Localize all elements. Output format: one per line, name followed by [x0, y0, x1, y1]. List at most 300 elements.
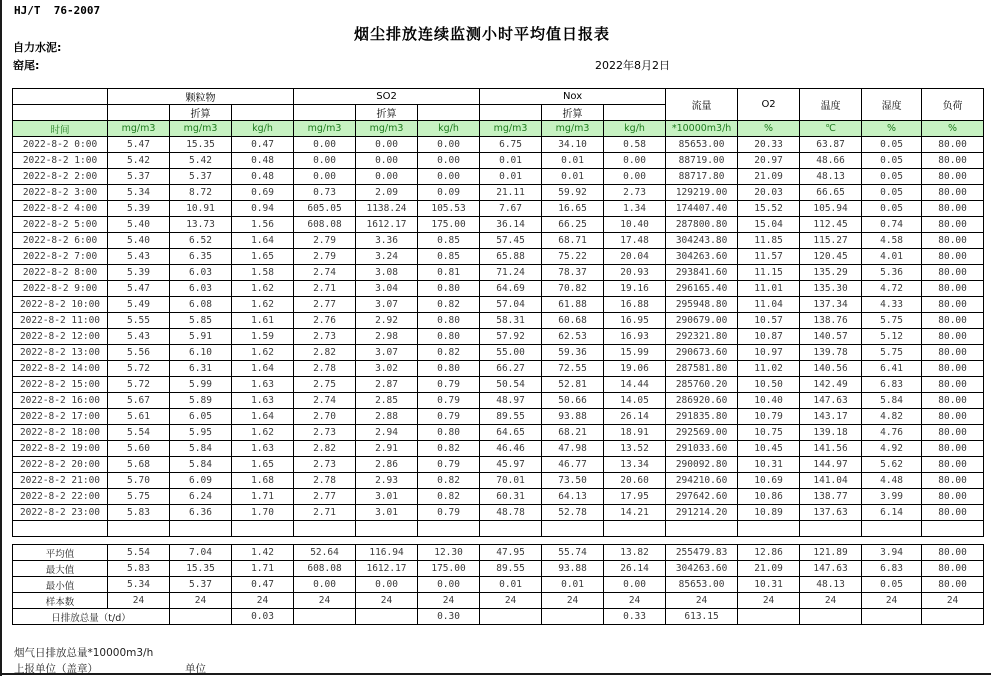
value-cell: 48.97 — [480, 393, 542, 409]
spacer-row — [13, 521, 984, 537]
header-blank — [480, 105, 542, 121]
row-time-cell: 2022-8-2 11:00 — [13, 313, 108, 329]
value-cell: 10.31 — [738, 457, 800, 473]
value-cell: 5.42 — [108, 153, 170, 169]
value-cell: 4.72 — [862, 281, 922, 297]
value-cell: 60.68 — [542, 313, 604, 329]
table-row — [13, 313, 984, 329]
summary-value-cell: 6.83 — [862, 561, 922, 577]
value-cell: 3.99 — [862, 489, 922, 505]
value-cell: 287800.80 — [666, 217, 738, 233]
value-cell: 1.62 — [232, 281, 294, 297]
value-cell: 5.36 — [862, 265, 922, 281]
value-cell: 2.77 — [294, 489, 356, 505]
value-cell: 93.88 — [542, 409, 604, 425]
value-cell: 6.08 — [170, 297, 232, 313]
value-cell: 10.79 — [738, 409, 800, 425]
summary-value-cell: 0.00 — [356, 577, 418, 593]
table-row — [13, 297, 984, 313]
value-cell: 80.00 — [922, 185, 984, 201]
summary-value-cell: 55.74 — [542, 545, 604, 561]
unit-cell: % — [862, 121, 922, 137]
report-title: 烟尘排放连续监测小时平均值日报表 — [353, 25, 610, 43]
value-cell: 5.84 — [862, 393, 922, 409]
value-cell: 2.88 — [356, 409, 418, 425]
value-cell: 0.00 — [294, 137, 356, 153]
value-cell: 290673.60 — [666, 345, 738, 361]
summary-label-cell: 最大值 — [13, 561, 108, 577]
value-cell: 1.56 — [232, 217, 294, 233]
value-cell: 2.73 — [294, 457, 356, 473]
value-cell: 1.64 — [232, 233, 294, 249]
row-time-cell: 2022-8-2 23:00 — [13, 505, 108, 521]
value-cell: 70.82 — [542, 281, 604, 297]
value-cell: 2.85 — [356, 393, 418, 409]
value-cell: 15.52 — [738, 201, 800, 217]
value-cell: 1612.17 — [356, 217, 418, 233]
value-cell: 6.03 — [170, 265, 232, 281]
value-cell: 5.42 — [170, 153, 232, 169]
value-cell: 1.68 — [232, 473, 294, 489]
value-cell: 143.17 — [800, 409, 862, 425]
value-cell: 80.00 — [922, 137, 984, 153]
unit-cell: mg/m3 — [542, 121, 604, 137]
value-cell: 5.95 — [170, 425, 232, 441]
value-cell: 85653.00 — [666, 137, 738, 153]
value-cell: 304243.80 — [666, 233, 738, 249]
value-cell: 1.58 — [232, 265, 294, 281]
value-cell: 11.15 — [738, 265, 800, 281]
row-time-cell: 2022-8-2 22:00 — [13, 489, 108, 505]
summary-row — [13, 577, 984, 593]
summary-label-cell: 样本数 — [13, 593, 108, 609]
header-humidity: 湿度 — [862, 89, 922, 121]
value-cell: 129219.00 — [666, 185, 738, 201]
summary-value-cell: 24 — [418, 593, 480, 609]
value-cell: 10.97 — [738, 345, 800, 361]
value-cell: 0.05 — [862, 185, 922, 201]
value-cell: 4.58 — [862, 233, 922, 249]
row-time-cell: 2022-8-2 10:00 — [13, 297, 108, 313]
site-name: 窑尾: — [13, 59, 40, 72]
row-time-cell: 2022-8-2 6:00 — [13, 233, 108, 249]
value-cell: 3.07 — [356, 345, 418, 361]
value-cell: 0.85 — [418, 249, 480, 265]
value-cell: 1.59 — [232, 329, 294, 345]
value-cell: 5.75 — [108, 489, 170, 505]
value-cell: 15.99 — [604, 345, 666, 361]
value-cell: 2.82 — [294, 441, 356, 457]
value-cell: 4.01 — [862, 249, 922, 265]
value-cell: 20.60 — [604, 473, 666, 489]
value-cell: 66.25 — [542, 217, 604, 233]
summary-rows — [13, 545, 984, 625]
spacer-cell — [922, 521, 984, 537]
value-cell: 71.24 — [480, 265, 542, 281]
value-cell: 0.00 — [604, 169, 666, 185]
value-cell: 10.40 — [604, 217, 666, 233]
value-cell: 80.00 — [922, 345, 984, 361]
table-row — [13, 201, 984, 217]
value-cell: 8.72 — [170, 185, 232, 201]
daily-total-value-cell: 613.15 — [666, 609, 738, 625]
value-cell: 21.11 — [480, 185, 542, 201]
value-cell: 14.44 — [604, 377, 666, 393]
value-cell: 10.69 — [738, 473, 800, 489]
summary-value-cell: 47.95 — [480, 545, 542, 561]
value-cell: 291033.60 — [666, 441, 738, 457]
value-cell: 0.73 — [294, 185, 356, 201]
value-cell: 3.24 — [356, 249, 418, 265]
value-cell: 5.72 — [108, 361, 170, 377]
value-cell: 2.73 — [604, 185, 666, 201]
value-cell: 16.95 — [604, 313, 666, 329]
value-cell: 140.56 — [800, 361, 862, 377]
value-cell: 4.33 — [862, 297, 922, 313]
row-time-cell: 2022-8-2 21:00 — [13, 473, 108, 489]
value-cell: 5.47 — [108, 137, 170, 153]
header-group-so2: SO2 — [294, 89, 480, 105]
summary-value-cell: 0.00 — [604, 577, 666, 593]
row-time-cell: 2022-8-2 3:00 — [13, 185, 108, 201]
value-cell: 57.92 — [480, 329, 542, 345]
value-cell: 608.08 — [294, 217, 356, 233]
summary-value-cell: 48.13 — [800, 577, 862, 593]
summary-value-cell: 147.63 — [800, 561, 862, 577]
value-cell: 3.36 — [356, 233, 418, 249]
value-cell: 295948.80 — [666, 297, 738, 313]
value-cell: 141.04 — [800, 473, 862, 489]
value-cell: 65.88 — [480, 249, 542, 265]
header-blank — [232, 105, 294, 121]
value-cell: 0.05 — [862, 137, 922, 153]
value-cell: 5.39 — [108, 265, 170, 281]
row-time-cell: 2022-8-2 1:00 — [13, 153, 108, 169]
report-unit-label: 上报单位（盖章） — [14, 663, 98, 675]
value-cell: 80.00 — [922, 409, 984, 425]
value-cell: 88717.80 — [666, 169, 738, 185]
value-cell: 6.35 — [170, 249, 232, 265]
row-time-cell: 2022-8-2 7:00 — [13, 249, 108, 265]
value-cell: 11.85 — [738, 233, 800, 249]
value-cell: 0.82 — [418, 345, 480, 361]
value-cell: 17.95 — [604, 489, 666, 505]
spacer-cell — [232, 521, 294, 537]
summary-value-cell: 24 — [356, 593, 418, 609]
summary-value-cell: 7.04 — [170, 545, 232, 561]
value-cell: 2.86 — [356, 457, 418, 473]
value-cell: 139.18 — [800, 425, 862, 441]
unit-cell: ℃ — [800, 121, 862, 137]
value-cell: 5.12 — [862, 329, 922, 345]
value-cell: 5.43 — [108, 249, 170, 265]
value-cell: 6.83 — [862, 377, 922, 393]
header-nox-converted: 折算 — [542, 105, 604, 121]
summary-value-cell: 80.00 — [922, 561, 984, 577]
value-cell: 11.01 — [738, 281, 800, 297]
header-so2-converted: 折算 — [356, 105, 418, 121]
value-cell: 6.36 — [170, 505, 232, 521]
value-cell: 115.27 — [800, 233, 862, 249]
value-cell: 2.70 — [294, 409, 356, 425]
value-cell: 290092.80 — [666, 457, 738, 473]
value-cell: 73.50 — [542, 473, 604, 489]
value-cell: 20.03 — [738, 185, 800, 201]
value-cell: 3.07 — [356, 297, 418, 313]
value-cell: 0.85 — [418, 233, 480, 249]
value-cell: 0.82 — [418, 489, 480, 505]
value-cell: 5.37 — [108, 169, 170, 185]
value-cell: 2.87 — [356, 377, 418, 393]
value-cell: 21.09 — [738, 169, 800, 185]
value-cell: 291214.20 — [666, 505, 738, 521]
value-cell: 5.56 — [108, 345, 170, 361]
value-cell: 0.00 — [356, 169, 418, 185]
value-cell: 48.78 — [480, 505, 542, 521]
header-flow: 流量 — [666, 89, 738, 121]
summary-value-cell: 80.00 — [922, 577, 984, 593]
value-cell: 19.16 — [604, 281, 666, 297]
row-time-cell: 2022-8-2 15:00 — [13, 377, 108, 393]
value-cell: 78.37 — [542, 265, 604, 281]
value-cell: 50.54 — [480, 377, 542, 393]
value-cell: 0.82 — [418, 441, 480, 457]
value-cell: 140.57 — [800, 329, 862, 345]
summary-value-cell: 12.86 — [738, 545, 800, 561]
header-pm-converted: 折算 — [170, 105, 232, 121]
value-cell: 45.97 — [480, 457, 542, 473]
daily-total-value-cell — [800, 609, 862, 625]
value-cell: 10.45 — [738, 441, 800, 457]
daily-total-value-cell: 0.03 — [232, 609, 294, 625]
value-cell: 142.49 — [800, 377, 862, 393]
company-name: 自力水泥: — [13, 41, 62, 54]
value-cell: 80.00 — [922, 473, 984, 489]
value-cell: 1.63 — [232, 393, 294, 409]
value-cell: 1.62 — [232, 425, 294, 441]
table-row — [13, 473, 984, 489]
row-time-cell: 2022-8-2 0:00 — [13, 137, 108, 153]
table-row — [13, 441, 984, 457]
row-time-cell: 2022-8-2 13:00 — [13, 345, 108, 361]
value-cell: 5.89 — [170, 393, 232, 409]
summary-row — [13, 593, 984, 609]
table-row — [13, 489, 984, 505]
value-cell: 2.98 — [356, 329, 418, 345]
value-cell: 0.74 — [862, 217, 922, 233]
value-cell: 80.00 — [922, 425, 984, 441]
value-cell: 296165.40 — [666, 281, 738, 297]
value-cell: 80.00 — [922, 217, 984, 233]
spacer-cell — [418, 521, 480, 537]
value-cell: 20.93 — [604, 265, 666, 281]
daily-total-value-cell — [862, 609, 922, 625]
summary-value-cell: 175.00 — [418, 561, 480, 577]
header-group-row — [13, 89, 984, 105]
value-cell: 6.09 — [170, 473, 232, 489]
header-blank — [604, 105, 666, 121]
summary-value-cell: 0.00 — [294, 577, 356, 593]
table-row — [13, 137, 984, 153]
value-cell: 80.00 — [922, 361, 984, 377]
header-blank — [108, 105, 170, 121]
value-cell: 80.00 — [922, 201, 984, 217]
value-cell: 6.24 — [170, 489, 232, 505]
value-cell: 5.40 — [108, 217, 170, 233]
value-cell: 285760.20 — [666, 377, 738, 393]
unit-cell: kg/h — [232, 121, 294, 137]
value-cell: 34.10 — [542, 137, 604, 153]
value-cell: 50.66 — [542, 393, 604, 409]
row-time-cell: 2022-8-2 17:00 — [13, 409, 108, 425]
table-row — [13, 281, 984, 297]
value-cell: 10.40 — [738, 393, 800, 409]
spacer-cell — [294, 521, 356, 537]
summary-value-cell: 24 — [922, 593, 984, 609]
value-cell: 0.79 — [418, 393, 480, 409]
value-cell: 11.02 — [738, 361, 800, 377]
unit-label: 单位 — [185, 663, 206, 675]
flow-total-note: 烟气日排放总量*10000m3/h — [14, 647, 154, 659]
value-cell: 1.63 — [232, 441, 294, 457]
summary-value-cell: 24 — [170, 593, 232, 609]
value-cell: 2.09 — [356, 185, 418, 201]
daily-total-value-cell — [170, 609, 232, 625]
unit-cell: kg/h — [418, 121, 480, 137]
value-cell: 4.92 — [862, 441, 922, 457]
value-cell: 137.63 — [800, 505, 862, 521]
value-cell: 11.04 — [738, 297, 800, 313]
header-group-pm: 颗粒物 — [108, 89, 294, 105]
value-cell: 80.00 — [922, 489, 984, 505]
value-cell: 80.00 — [922, 153, 984, 169]
value-cell: 47.98 — [542, 441, 604, 457]
value-cell: 10.86 — [738, 489, 800, 505]
value-cell: 80.00 — [922, 233, 984, 249]
value-cell: 52.81 — [542, 377, 604, 393]
summary-value-cell: 24 — [666, 593, 738, 609]
table-row — [13, 393, 984, 409]
value-cell: 0.00 — [418, 169, 480, 185]
value-cell: 120.45 — [800, 249, 862, 265]
summary-value-cell: 0.47 — [232, 577, 294, 593]
value-cell: 112.45 — [800, 217, 862, 233]
summary-value-cell: 5.54 — [108, 545, 170, 561]
value-cell: 5.62 — [862, 457, 922, 473]
value-cell: 1.65 — [232, 457, 294, 473]
value-cell: 68.71 — [542, 233, 604, 249]
data-rows — [13, 137, 984, 521]
value-cell: 291835.80 — [666, 409, 738, 425]
page-border-left — [0, 0, 2, 676]
daily-total-label-cell: 日排放总量（t/d） — [13, 609, 170, 625]
value-cell: 6.10 — [170, 345, 232, 361]
value-cell: 0.81 — [418, 265, 480, 281]
daily-total-value-cell — [294, 609, 356, 625]
value-cell: 2.94 — [356, 425, 418, 441]
value-cell: 5.84 — [170, 441, 232, 457]
value-cell: 0.94 — [232, 201, 294, 217]
value-cell: 0.80 — [418, 361, 480, 377]
value-cell: 0.01 — [480, 153, 542, 169]
summary-value-cell: 1612.17 — [356, 561, 418, 577]
time-column-header: 时间 — [13, 121, 108, 137]
value-cell: 10.87 — [738, 329, 800, 345]
spacer-cell — [862, 521, 922, 537]
value-cell: 605.05 — [294, 201, 356, 217]
value-cell: 1.64 — [232, 409, 294, 425]
unit-cell: mg/m3 — [108, 121, 170, 137]
value-cell: 5.60 — [108, 441, 170, 457]
header-time-blank — [13, 89, 108, 105]
unit-cell: mg/m3 — [170, 121, 232, 137]
value-cell: 135.30 — [800, 281, 862, 297]
value-cell: 0.05 — [862, 201, 922, 217]
value-cell: 5.40 — [108, 233, 170, 249]
value-cell: 5.34 — [108, 185, 170, 201]
value-cell: 80.00 — [922, 505, 984, 521]
value-cell: 1.62 — [232, 345, 294, 361]
value-cell: 7.67 — [480, 201, 542, 217]
summary-value-cell: 304263.60 — [666, 561, 738, 577]
value-cell: 304263.60 — [666, 249, 738, 265]
summary-value-cell: 0.01 — [542, 577, 604, 593]
row-time-cell: 2022-8-2 16:00 — [13, 393, 108, 409]
section-gap-row — [13, 537, 984, 545]
value-cell: 13.73 — [170, 217, 232, 233]
spacer-cell — [13, 521, 108, 537]
value-cell: 0.80 — [418, 281, 480, 297]
summary-value-cell: 24 — [542, 593, 604, 609]
header-group-nox: Nox — [480, 89, 666, 105]
value-cell: 48.66 — [800, 153, 862, 169]
value-cell: 292321.80 — [666, 329, 738, 345]
daily-total-value-cell — [738, 609, 800, 625]
value-cell: 4.48 — [862, 473, 922, 489]
summary-row — [13, 545, 984, 561]
value-cell: 0.82 — [418, 473, 480, 489]
unit-cell: mg/m3 — [356, 121, 418, 137]
value-cell: 2.76 — [294, 313, 356, 329]
value-cell: 66.65 — [800, 185, 862, 201]
summary-row — [13, 561, 984, 577]
value-cell: 2.78 — [294, 473, 356, 489]
value-cell: 0.00 — [356, 153, 418, 169]
summary-value-cell: 89.55 — [480, 561, 542, 577]
value-cell: 0.05 — [862, 153, 922, 169]
value-cell: 80.00 — [922, 281, 984, 297]
value-cell: 0.79 — [418, 409, 480, 425]
value-cell: 10.57 — [738, 313, 800, 329]
value-cell: 2.74 — [294, 393, 356, 409]
summary-value-cell: 116.94 — [356, 545, 418, 561]
value-cell: 5.43 — [108, 329, 170, 345]
value-cell: 52.78 — [542, 505, 604, 521]
spacer-cell — [738, 521, 800, 537]
value-cell: 0.09 — [418, 185, 480, 201]
summary-value-cell: 5.34 — [108, 577, 170, 593]
value-cell: 5.55 — [108, 313, 170, 329]
value-cell: 75.22 — [542, 249, 604, 265]
summary-value-cell: 10.31 — [738, 577, 800, 593]
standard-code: HJ/T 76-2007 — [14, 4, 101, 17]
summary-value-cell: 3.94 — [862, 545, 922, 561]
value-cell: 55.00 — [480, 345, 542, 361]
summary-value-cell: 121.89 — [800, 545, 862, 561]
value-cell: 2.73 — [294, 425, 356, 441]
summary-label-cell: 最小值 — [13, 577, 108, 593]
summary-value-cell: 24 — [800, 593, 862, 609]
